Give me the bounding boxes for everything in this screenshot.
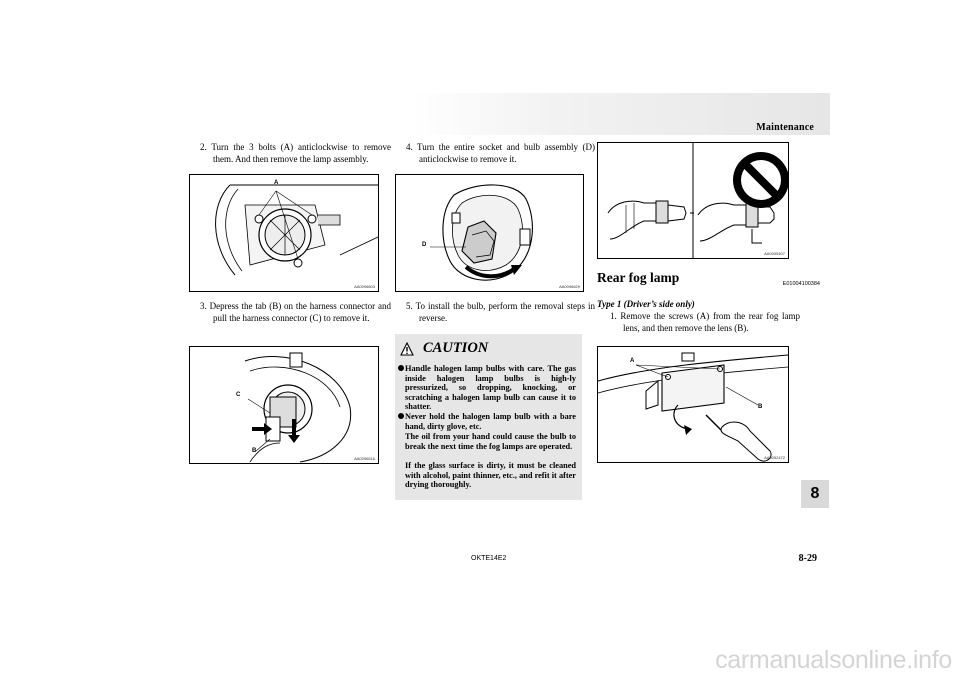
- rear-fog-lamp-heading: Rear fog lamp: [597, 270, 680, 285]
- caution-item-text: Never hold the halogen lamp bulb with a bare hand, dirty glove, etc.: [405, 412, 576, 431]
- caution-title: CAUTION: [423, 340, 489, 356]
- footer-code: OKTE14E2: [471, 555, 507, 562]
- figure-bulb-handling: [597, 142, 789, 259]
- figure-label-d: D: [422, 242, 427, 248]
- caution-box: [395, 334, 582, 500]
- warning-triangle-icon: [400, 342, 414, 356]
- rear-fog-step-1-text: 1. Remove the screws (A) from the rear fog lamp lens, and then remove the lens (B).: [610, 311, 800, 333]
- socket-bulb-illustration: [396, 175, 583, 291]
- figure-code: AA0096629: [559, 284, 580, 289]
- step-4-text: 4. Turn the entire socket and bulb assembly (D) anticlockwise to remove it.: [406, 142, 595, 164]
- figure-label-b: B: [252, 448, 257, 454]
- figure-rear-fog-lens: [597, 346, 789, 463]
- bullet-icon: [398, 413, 404, 419]
- step-5-text: 5. To install the bulb, perform the removal steps in reverse.: [406, 301, 595, 323]
- page-number: 8-29: [798, 553, 817, 564]
- figure-code: AA0052472: [764, 455, 785, 460]
- section-title: Maintenance: [756, 122, 814, 133]
- lamp-assembly-illustration: [190, 175, 378, 291]
- figure-label-b: B: [758, 404, 763, 410]
- caution-item-2: [405, 412, 576, 431]
- step-2-text: 2. Turn the 3 bolts (A) anticlockwise to remove them. And then remove the lamp assembly.: [200, 142, 391, 164]
- figure-bolts: [189, 174, 379, 292]
- rear-fog-lamp-code: E01004100384: [782, 281, 820, 287]
- caution-item-2-cont-1: The oil from your hand could cause the bulb to break the next time the fog lamps are operated.: [405, 432, 576, 451]
- harness-connector-illustration: [190, 347, 378, 463]
- figure-socket: [395, 174, 584, 292]
- figure-label-c: C: [236, 392, 241, 398]
- figure-label-a: A: [630, 358, 635, 364]
- caution-item-text: Handle halogen lamp bulbs with care. The gas inside halogen lamp bulbs is high-ly pressurized, so dropping, knocking, or scratching a halogen lamp bulb can cause it to shatter.: [405, 364, 576, 412]
- caution-item-1: [405, 364, 576, 412]
- figure-code: AA0096603: [354, 284, 375, 289]
- figure-label-a: A: [274, 180, 279, 186]
- caution-item-2-cont-2: If the glass surface is dirty, it must be cleaned with alcohol, paint thinner, etc., and refit it after drying thoroughly.: [405, 461, 576, 490]
- type-label: Type 1 (Driver’s side only): [597, 299, 695, 309]
- step-3-text: 3. Depress the tab (B) on the harness connector and pull the harness connector (C) to remove it.: [200, 301, 391, 323]
- figure-code: AA0096616: [354, 456, 375, 461]
- figure-code: AA0005407: [764, 251, 785, 256]
- watermark: carmanualsonline.info: [715, 646, 952, 674]
- bulb-handling-illustration: [598, 143, 788, 258]
- caution-header: [395, 340, 582, 358]
- figure-harness-connector: [189, 346, 379, 464]
- chapter-tab[interactable]: 8: [801, 480, 829, 508]
- bullet-icon: [398, 365, 404, 371]
